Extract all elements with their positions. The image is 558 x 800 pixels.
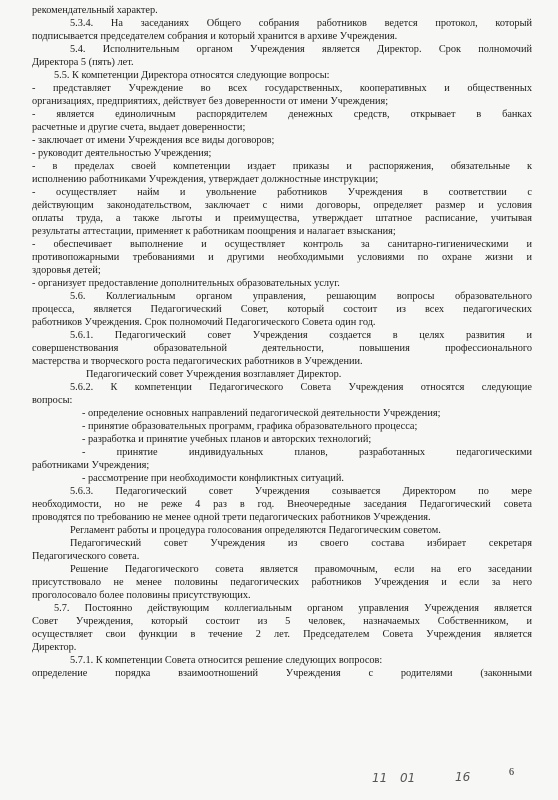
text-line: подписывается председателем собрания и который хранится в архиве Учреждения.	[32, 31, 398, 42]
text-line: Совет Учреждения, который состоит из 5 человек, назначаемых Собственником, и	[32, 616, 532, 627]
list-item: - принятие образовательных программ, графика образовательного процесса;	[82, 421, 418, 432]
text-line: Директор.	[32, 642, 77, 653]
text-line: Педагогического совета.	[32, 551, 140, 562]
text-line: Решение Педагогического совета является правомочным, если на его заседании	[70, 564, 532, 575]
text-line: Педагогический совет Учреждения из своего состава избирает секретаря	[70, 538, 532, 549]
text-line: проголосовало более половины присутствующих.	[32, 590, 251, 601]
text-line: работниками Учреждения;	[32, 460, 150, 471]
text-line: присутствовало не менее половины педагогических работников Учреждения и если за него	[32, 577, 532, 588]
text-line: исполнению работниками Учреждения, утверждает должностные инструкции;	[32, 174, 379, 185]
text-line: Педагогический совет Учреждения возглавляет Директор.	[86, 369, 342, 380]
text-line: 5.4. Исполнительным органом Учреждения является Директор. Срок полномочий	[70, 44, 532, 55]
text-line: работников Учреждения. Срок полномочий Педагогического Совета один год.	[32, 317, 376, 328]
text-line: оплаты труда, а также льготы и преимущества, утверждает штатное расписание, учитывая	[32, 213, 532, 224]
text-line: - осуществляет найм и увольнение работников Учреждения в соответствии с	[32, 187, 532, 198]
text-line: 5.6.2. К компетенции Педагогического Совета Учреждения относятся следующие	[70, 382, 532, 393]
handwritten-note: 01	[400, 771, 416, 785]
list-item: - рассмотрение при необходимости конфликтных ситуаций.	[82, 473, 345, 484]
text-line: необходимости, но не реже 4 раз в год. Внеочередные заседания Педагогический совета	[32, 499, 532, 510]
handwritten-note: 16	[455, 770, 471, 784]
text-line: результаты аттестации, применяет к работникам поощрения и налагает взыскания;	[32, 226, 396, 237]
text-line: здоровья детей;	[32, 265, 101, 276]
text-line: 5.3.4. На заседаниях Общего собрания работников ведется протокол, который	[70, 18, 532, 29]
text-line: 5.7. Постоянно действующим коллегиальным органом управления Учреждения является	[54, 603, 532, 614]
text-line: Директора 5 (пять) лет.	[32, 57, 134, 68]
text-line: организациях, предприятиях, действует без доверенности от имени Учреждения;	[32, 96, 389, 107]
text-line: - в пределах своей компетенции издает приказы и распоряжения, обязательные к	[32, 161, 532, 172]
list-item: - принятие индивидуальных планов, разработанных педагогическими	[82, 447, 532, 458]
text-line: 5.7.1. К компетенции Совета относится решение следующих вопросов:	[70, 655, 383, 666]
text-line: процесса, является Педагогический Совет, который состоит из всех педагогических	[32, 304, 532, 315]
page-number: 6	[509, 767, 514, 778]
page-footer	[0, 767, 558, 797]
text-line: - представляет Учреждение во всех государственных, кооперативных и общественных	[32, 83, 532, 94]
text-line: - является единоличным распорядителем денежных средств, открывает в банках	[32, 109, 532, 120]
text-line: определение порядка взаимоотношений Учреждения с родителями (законными	[32, 668, 532, 679]
text-line: 5.6. Коллегиальным органом управления, решающим вопросы образовательного	[70, 291, 532, 302]
text-line: осуществляет свои функции в течение 2 лет. Председателем Совета Учреждения является	[32, 629, 532, 640]
handwritten-note: 11	[372, 771, 388, 785]
text-line: проводятся по требованию не менее одной трети педагогических работников Учреждения.	[32, 512, 431, 523]
text-line: совершенствования образовательной деятельности, повышения профессионального	[32, 343, 532, 354]
text-line: - заключает от имени Учреждения все виды договоров;	[32, 135, 275, 146]
text-line: расчетные и другие счета, выдает доверенности;	[32, 122, 246, 133]
list-item: - разработка и принятие учебных планов и авторских технологий;	[82, 434, 372, 445]
text-line: - обеспечивает выполнение и осуществляет контроль за санитарно-гигиеническими и	[32, 239, 532, 250]
text-line: действующим законодательством, заключает с ними договоры, определяет размер и условия	[32, 200, 532, 211]
text-line: - руководит деятельностью Учреждения;	[32, 148, 212, 159]
text-line: - организует предоставление дополнительных образовательных услуг.	[32, 278, 340, 289]
text-line: 5.6.1. Педагогический совет Учреждения создается в целях развития и	[70, 330, 532, 341]
text-line: 5.5. К компетенции Директора относятся следующие вопросы:	[54, 70, 330, 81]
text-line: 5.6.3. Педагогический совет Учреждения созывается Директором по мере	[70, 486, 532, 497]
text-line: вопросы:	[32, 395, 73, 406]
text-line: Регламент работы и процедура голосования определяются Педагогическим советом.	[70, 525, 441, 536]
list-item: - определение основных направлений педагогической деятельности Учреждения;	[82, 408, 441, 419]
document-page	[32, 4, 532, 680]
text-line: рекомендательный характер.	[32, 5, 158, 16]
text-line: мастерства и творческого роста педагогических работников в Учреждении.	[32, 356, 363, 367]
text-line: противопожарными требованиями и другими необходимыми условиями по охране жизни и	[32, 252, 532, 263]
